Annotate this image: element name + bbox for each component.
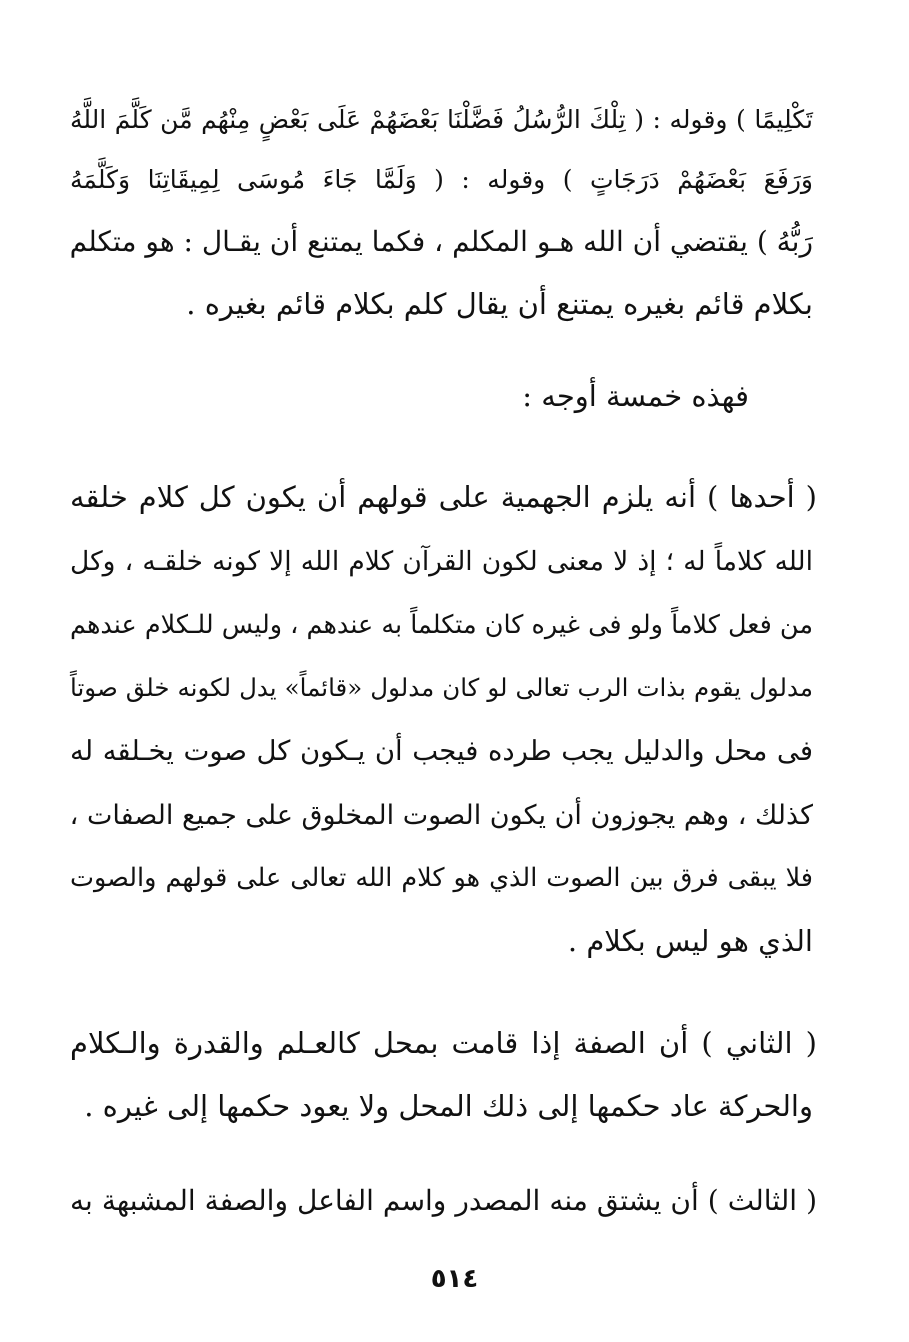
paragraph-first-line-5: فى محل والدليل يجب طرده فيجب أن يـكون كل صوت يخـلقه له <box>70 735 813 767</box>
paragraph-second-line-2: والحركة عاد حكمها إلى ذلك المحل ولا يعود حكمها إلى غيره . <box>84 1089 813 1123</box>
paragraph-second-line-1: ( الثاني ) أن الصفة إذا قامت بمحل كالعـلم والقدرة والـكلام <box>70 1026 817 1060</box>
paragraph-first-line-4: مدلول يقوم بذات الرب تعالى لو كان مدلول «قائماً» يدل لكونه خلق صوتاً <box>70 673 813 702</box>
text-line-4: بكلام قائم بغيره يمتنع أن يقال كلم بكلام قائم بغيره . <box>186 287 813 321</box>
paragraph-first-line-2: الله كلاماً له ؛ إذ لا معنى لكون القرآن كلام الله إلا كونه خلقـه ، وكل <box>70 546 813 577</box>
text-line-3: رَبُّهُ ) يقتضي أن الله هـو المكلم ، فكما يمتنع أن يقـال : هو متكلم <box>69 225 813 258</box>
text-line-1: تَكْلِيمًا ) وقوله : ( تِلْكَ الرُّسُلُ فَضَّلْنَا بَعْضَهُمْ عَلَى بَعْضٍ مِنْهُم مَّن كَلَّمَ اللَّهُ <box>70 105 813 134</box>
paragraph-first-line-7: فلا يبقى فرق بين الصوت الذي هو كلام الله تعالى على قولهم والصوت <box>70 863 813 893</box>
page-number: ٥١٤ <box>430 1264 479 1294</box>
paragraph-third-line-1: ( الثالث ) أن يشتق منه المصدر واسم الفاعل والصفة المشبهة به <box>70 1184 817 1217</box>
text-line-2: وَرَفَعَ بَعْضَهُمْ دَرَجَاتٍ ) وقوله : ( وَلَمَّا جَاءَ مُوسَى لِمِيقَاتِنَا وَكَلَّمَهُ <box>70 165 813 194</box>
paragraph-first-line-8: الذي هو ليس بكلام . <box>567 924 813 958</box>
paragraph-first-line-1: ( أحدها ) أنه يلزم الجهمية على قولهم أن يكون كل كلام خلقه <box>70 480 817 514</box>
paragraph-first-line-6: كذلك ، وهم يجوزون أن يكون الصوت المخلوق على جميع الصفات ، <box>69 800 813 831</box>
paragraph-first-line-3: من فعل كلاماً ولو فى غيره كان متكلماً به عندهم ، وليس للـكلام عندهم <box>70 610 813 640</box>
section-intro: فهذه خمسة أوجه : <box>522 379 749 413</box>
